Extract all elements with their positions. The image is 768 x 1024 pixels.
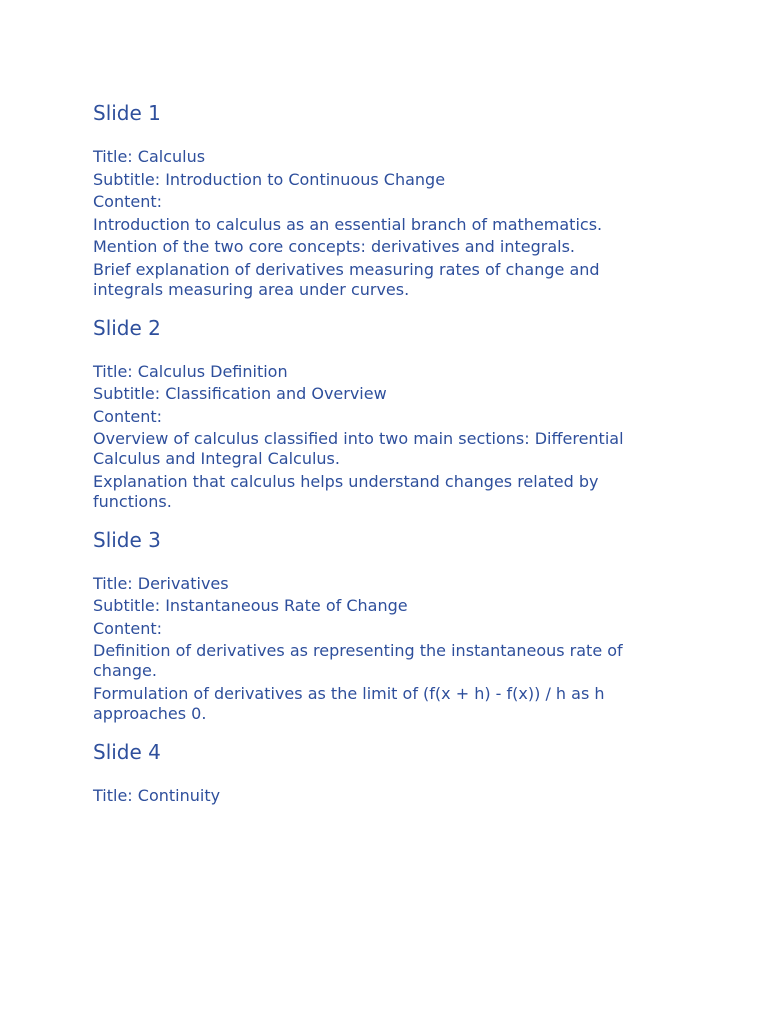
slide-title-line: Title: Calculus xyxy=(93,147,206,166)
slide-subtitle-line: Subtitle: Classification and Overview xyxy=(93,384,387,403)
document-page xyxy=(93,100,663,821)
slide-heading: Slide 2 xyxy=(93,315,161,340)
slide-content-label: Content: xyxy=(93,192,163,211)
slide-heading: Slide 3 xyxy=(93,527,161,552)
slide-content-line: Introduction to calculus as an essential branch of mathematics. xyxy=(93,214,603,234)
slide-heading: Slide 1 xyxy=(93,101,161,125)
slide-section-4 xyxy=(93,739,663,806)
slide-section-2 xyxy=(93,315,663,512)
slide-subtitle-line: Subtitle: Instantaneous Rate of Change xyxy=(93,596,408,615)
slide-content-line: Brief explanation of derivatives measuring rates of change and integrals measuring area under curves. xyxy=(93,259,600,299)
slide-heading: Slide 4 xyxy=(93,739,161,764)
slide-content-line: Explanation that calculus helps understand changes related by functions. xyxy=(93,471,599,511)
slide-title-line: Title: Continuity xyxy=(93,785,221,805)
slide-content-line: Formulation of derivatives as the limit of (f(x + h) - f(x)) / h as h approaches 0. xyxy=(93,683,605,723)
slide-section-1 xyxy=(93,100,663,300)
slide-content-label: Content: xyxy=(93,618,163,638)
slide-content-line: Overview of calculus classified into two main sections: Differential Calculus and Integral Calculus. xyxy=(93,429,624,468)
slide-title-line: Title: Calculus Definition xyxy=(93,361,288,381)
slide-content-line: Mention of the two core concepts: derivatives and integrals. xyxy=(93,237,576,256)
slide-subtitle-line: Subtitle: Introduction to Continuous Change xyxy=(93,169,446,189)
slide-section-3 xyxy=(93,527,663,724)
slide-title-line: Title: Derivatives xyxy=(93,573,229,593)
slide-content-label: Content: xyxy=(93,406,163,426)
slide-content-line: Definition of derivatives as representing the instantaneous rate of change. xyxy=(93,641,623,680)
